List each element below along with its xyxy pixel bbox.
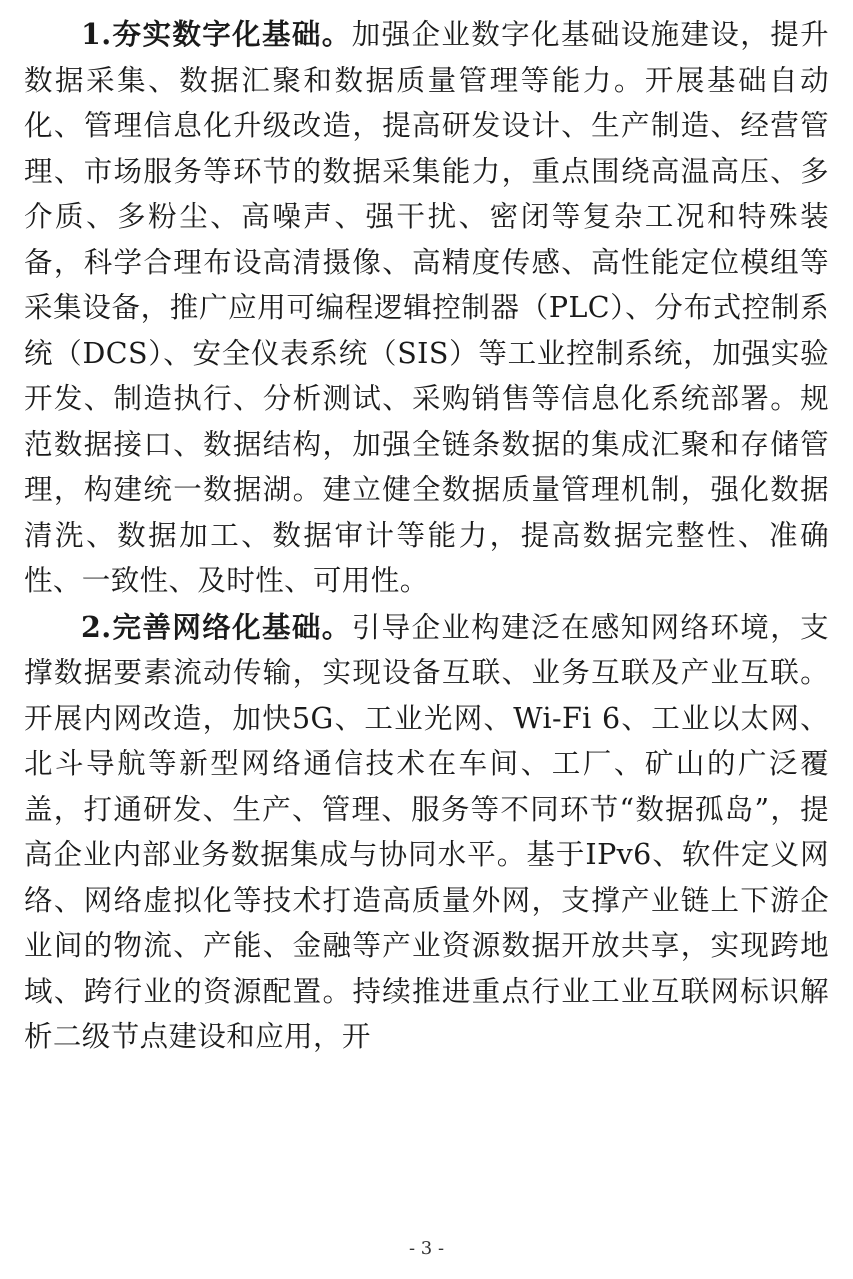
- paragraph-body: 加强企业数字化基础设施建设，提升数据采集、数据汇聚和数据质量管理等能力。开展基础自动化、管理信息化升级改造，提高研发设计、生产制造、经营管理、市场服务等环节的数据采集能力，重点围绕高温高压、多介质、多粉尘、高噪声、强干扰、密闭等复杂工况和特殊装备，科学合理布设高清摄像、高精度传感、高性能定位模组等采集设备，推广应用可编程逻辑控制器（PLC）、分布式控制系统（DCS）、安全仪表系统（SIS）等工业控制系统，加强实验开发、制造执行、分析测试、采购销售等信息化系统部署。规范数据接口、数据结构，加强全链条数据的集成汇聚和存储管理，构建统一数据湖。建立健全数据质量管理机制，强化数据清洗、数据加工、数据审计等能力，提高数据完整性、准确性、一致性、及时性、可用性。: [24, 18, 829, 597]
- page-number: - 3 -: [408, 1238, 445, 1259]
- paragraph-digitalization: [24, 12, 829, 604]
- document-page: [24, 12, 829, 1060]
- paragraph-heading: 1.夯实数字化基础。: [81, 17, 352, 51]
- paragraph-heading: 2.完善网络化基础。: [81, 609, 352, 644]
- paragraph-networking: [24, 605, 829, 1060]
- paragraph-body: 引导企业构建泛在感知网络环境，支撑数据要素流动传输，实现设备互联、业务互联及产业互联。开展内网改造，加快5G、工业光网、Wi-Fi 6、工业以太网、北斗导航等新型网络通信技术在车间、工厂、矿山的广泛覆盖，打通研发、生产、管理、服务等不同环节“数据孤岛”，提高企业内部业务数据集成与协同水平。基于IPv6、软件定义网络、网络虚拟化等技术打造高质量外网，支撑产业链上下游企业间的物流、产能、金融等产业资源数据开放共享，实现跨地域、跨行业的资源配置。持续推进重点行业工业互联网标识解析二级节点建设和应用，开: [24, 610, 829, 1053]
